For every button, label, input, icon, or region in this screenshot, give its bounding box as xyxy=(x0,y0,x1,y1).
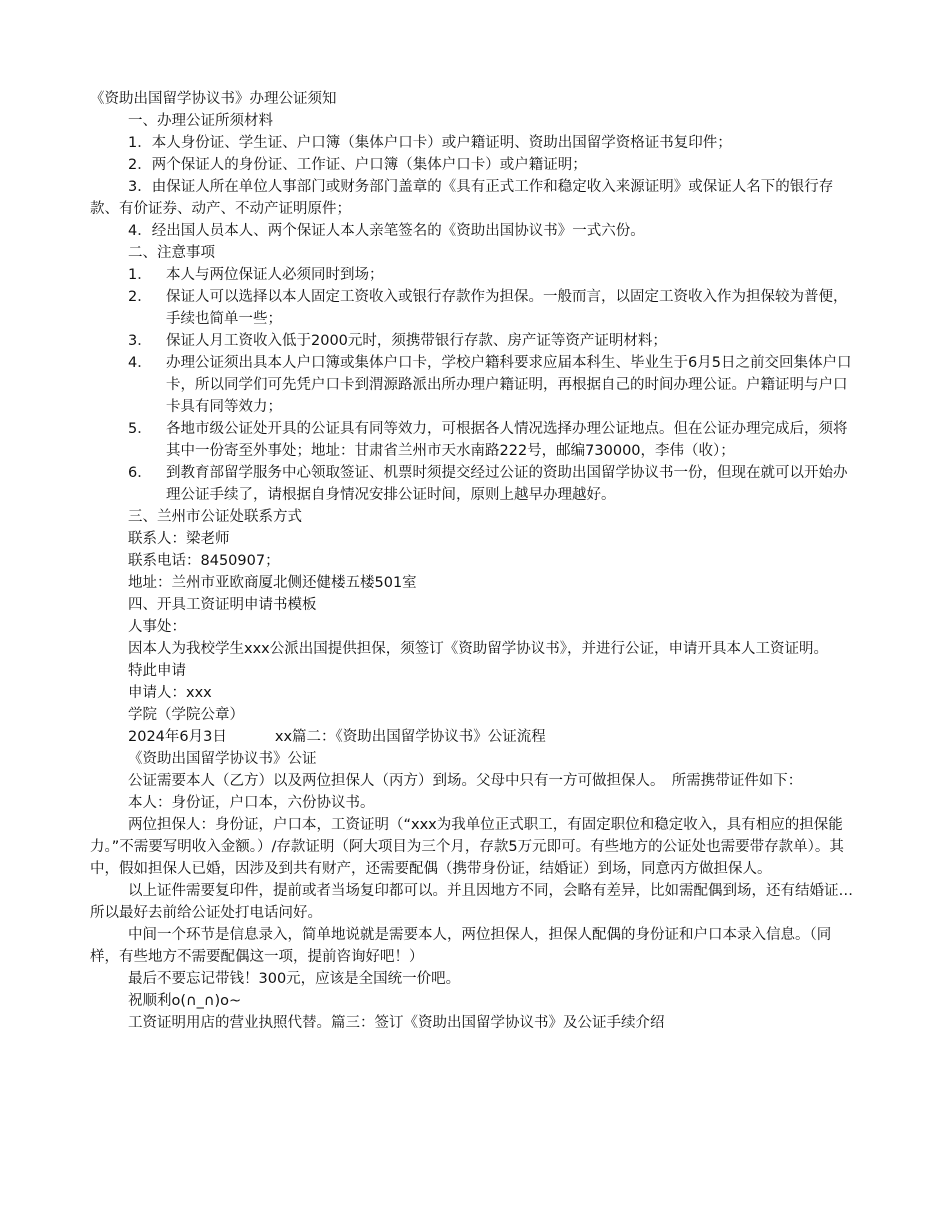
notice-item-number: 4． xyxy=(128,355,152,371)
section-1-item-2: 2．两个保证人的身份证、工作证、户口簿（集体户口卡）或户籍证明； xyxy=(128,157,587,173)
letter-closing: 特此申请 xyxy=(128,663,186,679)
letter-recipient: 人事处： xyxy=(128,619,186,635)
notice-item-text: 保证人可以选择以本人固定工资收入或银行存款作为担保。一般而言，以固定工资收入作为担保较为普便，手续也简单一些； xyxy=(166,289,848,327)
notice-item-number: 1． xyxy=(128,267,152,283)
section-2-heading: 二、注意事项 xyxy=(128,245,215,261)
notice-item-text: 办理公证须出具本人户口簿或集体户口卡，学校户籍科要求应届本科生、毕业生于6月5日之前交回集体户口卡，所以同学们可先凭户口卡到渭源路派出所办理户籍证明，再根据自己的时间办理公证。户籍证明与户口卡具有同等效力； xyxy=(166,355,852,415)
notice-item-1 xyxy=(90,264,860,286)
letter-date: 2024年6月3日 xyxy=(128,729,227,745)
letter-body: 因本人为我校学生xxx公派出国提供担保，须签订《资助留学协议书》，并进行公证，申请开具本人工资证明。 xyxy=(128,641,828,657)
notice-item-4 xyxy=(90,352,860,418)
contact-person: 联系人：梁老师 xyxy=(128,531,230,547)
notice-item-number: 6． xyxy=(128,465,152,481)
contact-address: 地址：兰州市亚欧商厦北侧还健楼五楼501室 xyxy=(128,575,417,591)
notice-item-6 xyxy=(90,462,860,506)
part-2-copies: 以上证件需要复印件，提前或者当场复印都可以。并且因地方不同，会略有差异，比如需配偶到场，还有结婚证…所以最好去前给公证处打电话问好。 xyxy=(90,883,853,921)
notice-item-5 xyxy=(90,418,860,462)
part-2-info-entry: 中间一个环节是信息录入，简单地说就是需要本人，两位担保人，担保人配偶的身份证和户口本录入信息。（同样，有些地方不需要配偶这一项，提前咨询好吧！） xyxy=(90,927,832,965)
part-2-guarantor-docs: 两位担保人：身份证，户口本，工资证明（“xxx为我单位正式职工，有固定职位和稳定收入，具有相应的担保能力。”不需要写明收入金额。）/存款证明（阿大项目为三个月，存款5万元即可。有些地方的公证处也需要带存款单）。其中，假如担保人已婚，因涉及到共有财产，还需要配偶（携带身份证，结婚证）到场，同意丙方做担保人。 xyxy=(90,817,844,877)
section-1-item-1: 1．本人身份证、学生证、户口簿（集体户口卡）或户籍证明、资助出国留学资格证书复印件； xyxy=(128,135,732,151)
section-4-heading: 四、开具工资证明申请书模板 xyxy=(128,597,317,613)
section-3-heading: 三、兰州市公证处联系方式 xyxy=(128,509,302,525)
notice-item-text: 保证人月工资收入低于2000元时，须携带银行存款、房产证等资产证明材料； xyxy=(166,333,667,349)
part-2-heading: xx篇二：《资助出国留学协议书》公证流程 xyxy=(274,729,546,745)
contact-phone: 联系电话：8450907； xyxy=(128,553,280,569)
notice-item-text: 各地市级公证处开具的公证具有同等效力，可根据各人情况选择办理公证地点。但在公证办理完成后，须将其中一份寄至外事处；地址：甘肃省兰州市天水南路222号，邮编730000，李伟（收）； xyxy=(166,421,848,459)
notice-item-2 xyxy=(90,286,860,330)
notice-item-text: 本人与两位保证人必须同时到场； xyxy=(166,267,384,283)
part-2-self-docs: 本人：身份证，户口本，六份协议书。 xyxy=(128,795,375,811)
part-2-wish: 祝顺利o(∩_∩)o~ xyxy=(128,993,242,1009)
section-1-item-4: 4．经出国人员本人、两个保证人本人亲笔签名的《资助出国协议书》一式六份。 xyxy=(128,223,645,239)
part-2-intro: 公证需要本人（乙方）以及两位担保人（丙方）到场。父母中只有一方可做担保人。 所需携带证件如下： xyxy=(128,773,803,789)
part-2-last-line: 工资证明用店的营业执照代替。篇三：签订《资助出国留学协议书》及公证手续介绍 xyxy=(128,1015,665,1031)
notice-item-3 xyxy=(90,330,860,352)
section-1-heading: 一、办理公证所须材料 xyxy=(128,113,273,129)
letter-applicant: 申请人：xxx xyxy=(128,685,212,701)
document-title: 《资助出国留学协议书》办理公证须知 xyxy=(90,91,337,107)
letter-date-line xyxy=(90,726,860,748)
notice-item-text: 到教育部留学服务中心领取签证、机票时须提交经过公证的资助出国留学协议书一份，但现在就可以开始办理公证手续了，请根据自身情况安排公证时间，原则上越早办理越好。 xyxy=(166,465,848,503)
part-2-title: 《资助出国留学协议书》公证 xyxy=(128,751,317,767)
notice-item-number: 2． xyxy=(128,289,152,305)
notice-item-number: 3． xyxy=(128,333,152,349)
section-1-item-3: 3．由保证人所在单位人事部门或财务部门盖章的《具有正式工作和稳定收入来源证明》或保证人名下的银行存款、有价证券、动产、不动产证明原件； xyxy=(90,179,834,217)
letter-school: 学院（学院公章） xyxy=(128,707,244,723)
notice-item-number: 5． xyxy=(128,421,152,437)
part-2-fee: 最后不要忘记带钱！300元，应该是全国统一价吧。 xyxy=(128,971,461,987)
